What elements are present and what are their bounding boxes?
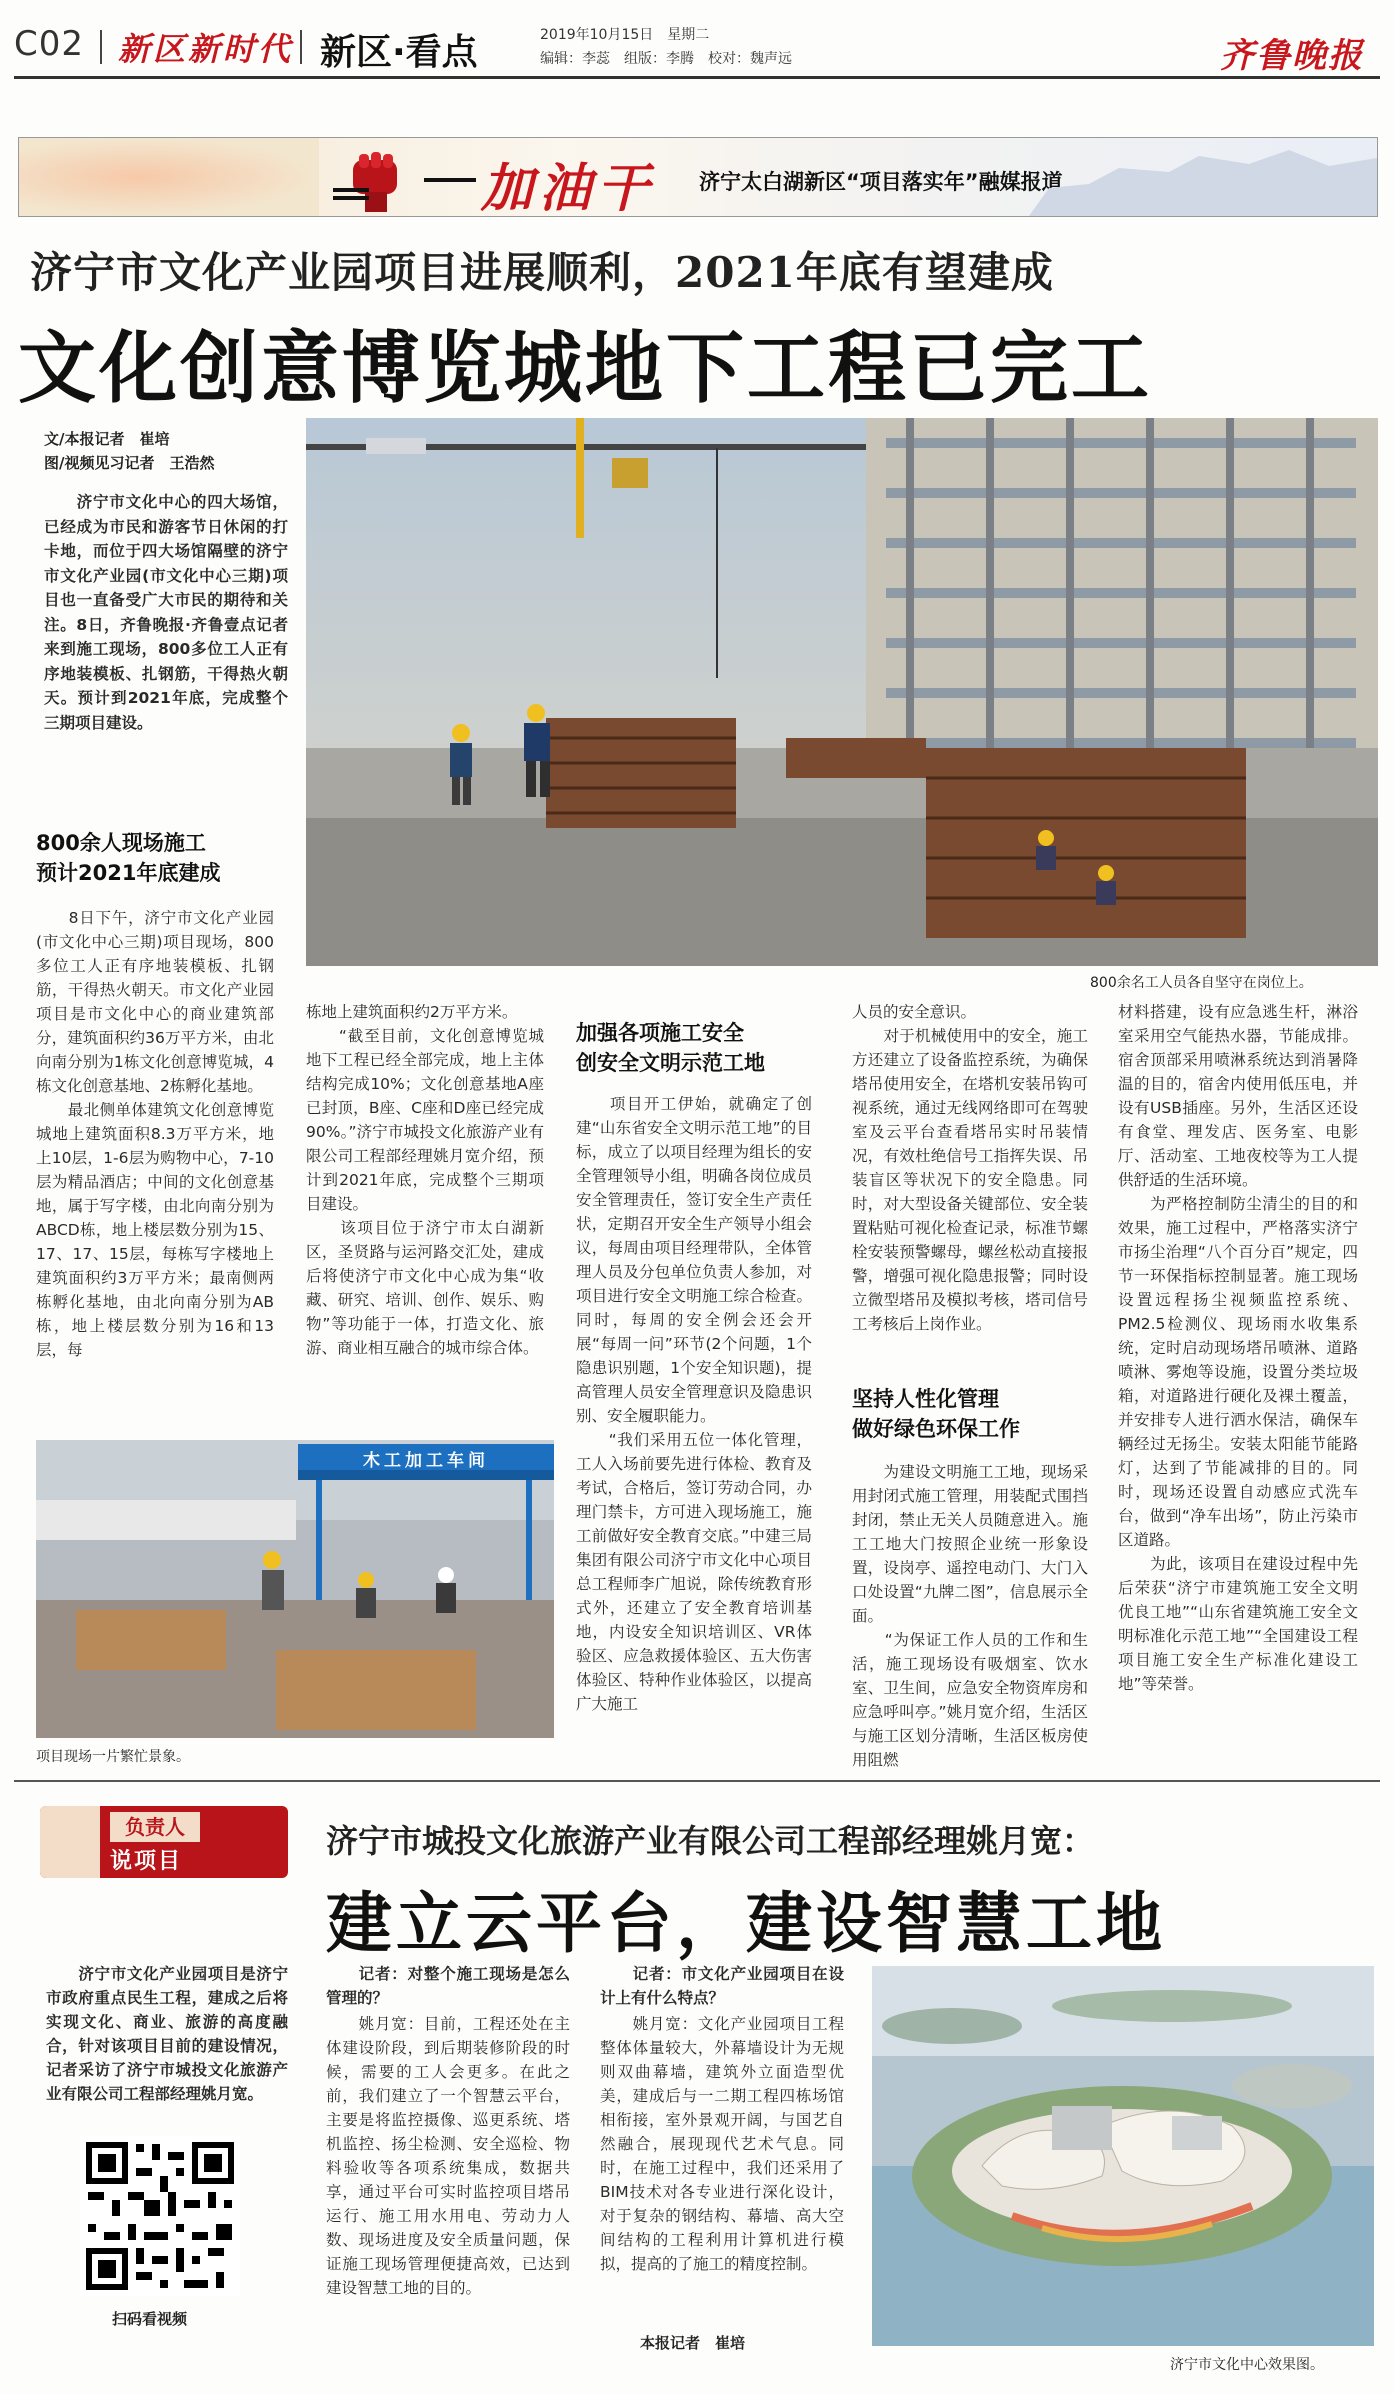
subhead-safety: 加强各项施工安全 创安全文明示范工地 bbox=[576, 1021, 765, 1075]
article1-column2: 栋地上建筑面积约2万平方米。 “截至目前，文化创意博览城地下工程已经全部完成，地上主体结构完成10%；文化创意基地A座已封顶，B座、C座和D座已经完成90%。”济宁市城投文化旅游产业有限公司工程部经理姚月宽介绍，预计到2021年底，完成整个三期项目建设。 该项目位于济宁市太白湖新区，圣贤路与运河路交汇处，建成后将使济宁市文化中心成为集“收藏、研究、培训、创作、娱乐、购物”等功能于一体，打造文化、旅游、商业相互融合的城市综合体。 bbox=[306, 1003, 544, 1357]
banner-slogan: 加油干 bbox=[481, 158, 656, 217]
answer2: 姚月宽：文化产业园项目工程整体体量较大，外幕墙设计为无规则双曲幕墙，建筑外立面造型优美，建成后与一二期工程四栋场馆相衔接，室外景观开阔，与国艺自然融合，展现现代艺术气息。同时，在施工过程中，我们还采用了BIM技术对各专业进行深化设计，对于复杂的钢结构、幕墙、高大空间结构的工程利用计算机进行模拟，提高的了施工的精度控制。 bbox=[600, 2015, 844, 2273]
workshop-sign: 木工加工车间 bbox=[363, 1451, 489, 1471]
badge-bottom-label: 说项目 bbox=[110, 1849, 183, 1874]
workshop-photo bbox=[36, 1440, 554, 1738]
article1-column4b: 为建设文明施工工地，现场采用封闭式施工管理，用装配式围挡封闭，禁止无关人员随意进入。施工工地大门按照企业统一形象设置，设岗亭、遥控电动门、大门入口处设置“九牌二图”，信息展示全面。 “为保证工作人员的工作和生活，施工现场设有吸烟室、饮水室、卫生间，应急安全物资库房和应急呼叫亭。”姚月宽介绍，生活区与施工区划分清晰，生活区板房使用阻燃 bbox=[852, 1463, 1088, 1769]
question2: 记者：市文化产业园项目在设计上有什么特点？ bbox=[600, 1965, 844, 2007]
construction-scene bbox=[306, 418, 1378, 966]
fist-icon bbox=[329, 142, 419, 214]
byline-photographer: 图/视频见习记者 王浩然 bbox=[44, 454, 215, 472]
article1-lead: 济宁市文化中心的四大场馆，已经成为市民和游客节日休闲的打卡地，而位于四大场馆隔壁的济宁市文化产业园(市文化中心三期)项目也一直备受广大市民的期待和关注。8日，齐鲁晚报·齐鲁壹点记者来到施工现场，800多位工人正有序地装模板、扎钢筋，干得热火朝天。预计到2021年底，完成整个三期项目建设。 bbox=[44, 493, 288, 732]
qr-caption: 扫码看视频 bbox=[112, 2310, 188, 2328]
article2-reporter: 本报记者 崔培 bbox=[640, 2334, 746, 2352]
byline-writer: 文/本报记者 崔培 bbox=[44, 430, 170, 448]
editor-credits: 编辑：李蕊 组版：李腾 校对：魏声远 bbox=[540, 51, 792, 67]
page-number: C02 bbox=[14, 24, 85, 64]
article1-column5: 材料搭建，设有应急逃生杆，淋浴室采用空气能热水器，节能成排。宿舍顶部采用喷淋系统达到消暑降温的目的，宿舍内使用低压电，并设有USB插座。另外，生活区还设有食堂、理发店、医务室、电影厅、活动室、工地夜校等为工人提供舒适的生活环境。 为严格控制防尘清尘的目的和效果，施工过程中，严格落实济宁市扬尘治理“八个百分百”规定，四节一环保指标控制显著。施工现场设置远程扬尘视频监控系统、PM2.5检测仪、现场雨水收集系统，定时启动现场塔吊喷淋、道路喷淋、雾炮等设施，设置分类垃圾箱，对道路进行硬化及裸土覆盖，并安排专人进行洒水保洁，确保车辆经过无扬尘。安装太阳能节能路灯，达到了节能减排的目的。同时，现场还设置自动感应式洗车台，做到“净车出场”，防止污染市区道路。 为此，该项目在建设过程中先后荣获“济宁市建筑施工安全文明优良工地”“山东省建筑施工安全文明标准化示范工地”“全国建设工程项目施工安全生产标准化建设工地”等荣誉。 bbox=[1118, 1003, 1358, 1693]
page-header bbox=[0, 0, 1394, 76]
cultural-center-rendering bbox=[872, 1966, 1374, 2346]
article1-column3: 项目开工伊始，就确定了创建“山东省安全文明示范工地”的目标，成立了以项目经理为组长的安全管理领导小组，明确各岗位成员安全管理责任，签订安全生产责任状，定期召开安全生产领导小组会议，每周由项目经理带队，全体管理人员及分包单位负责人参加，对项目进行安全文明施工综合检查。同时，每周的安全例会还会开展“每周一问”环节(2个问题，1个隐患识别题，1个安全知识题)，提高管理人员安全管理意识及隐患识别、安全履职能力。 “我们采用五位一体化管理，工人入场前要先进行体检、教育及考试，合格后，签订劳动合同，办理门禁卡，方可进入现场施工，施工前做好安全教育交底。”中建三局集团有限公司济宁市文化中心项目总工程师李广旭说，除传统教育形式外，还建立了安全教育培训基地，内设安全知识培训区、VR体验区、应急救援体验区、五大伤害体验区、特种作业体验区，以提高广大施工 bbox=[576, 1095, 812, 1713]
section-title: 新区·看点 bbox=[320, 32, 478, 73]
subhead-construction: 800余人现场施工 预计2021年底建成 bbox=[36, 831, 221, 885]
article2-headline: 建立云平台，建设智慧工地 bbox=[326, 1884, 1166, 1962]
banner-text: 济宁太白湖新区“项目落实年”融媒报道 bbox=[699, 170, 1063, 194]
article1-kicker: 济宁市文化产业园项目进展顺利，2021年底有望建成 bbox=[30, 248, 1054, 297]
photo2-caption: 项目现场一片繁忙景象。 bbox=[36, 1749, 190, 1765]
workshop-scene bbox=[36, 1440, 554, 1738]
answer1: 姚月宽：目前，工程还处在主体建设阶段，到后期装修阶段的时候，需要的工人会更多。在此之前，我们建立了一个智慧云平台，主要是将监控摄像、巡更系统、塔机监控、扬尘检测、安全巡检、物料验收等各项系统集成，数据共享，通过平台可实时监控项目塔吊运行、施工用水用电、劳动力人数、现场进度及安全质量问题，保证施工现场管理便捷高效，已达到建设智慧工地的目的。 bbox=[326, 2015, 570, 2297]
header-divider bbox=[300, 30, 302, 64]
issue-date: 2019年10月15日 星期二 bbox=[540, 27, 710, 43]
article2-kicker: 济宁市城投文化旅游产业有限公司工程部经理姚月宽： bbox=[326, 1822, 1095, 1860]
construction-photo bbox=[306, 418, 1378, 966]
badge-illustration bbox=[40, 1806, 100, 1878]
article2-intro: 济宁市文化产业园项目是济宁市政府重点民生工程，建成之后将实现文化、商业、旅游的高度融合，针对该项目目前的建设情况，记者采访了济宁市城投文化旅游产业有限公司工程部经理姚月宽。 bbox=[46, 1965, 288, 2103]
interview-badge bbox=[40, 1806, 288, 1878]
subhead-green: 坚持人性化管理 做好绿色环保工作 bbox=[852, 1387, 1020, 1441]
header-rule bbox=[14, 76, 1380, 79]
qr-code[interactable] bbox=[80, 2136, 240, 2296]
photo1-caption: 800余名工人员各自坚守在岗位上。 bbox=[1090, 975, 1313, 991]
article1-column1: 8日下午，济宁市文化产业园(市文化中心三期)项目现场，800多位工人正有序地装模板、扎钢筋，干得热火朝天。市文化产业园项目是市文化中心的商业建筑部分，建筑面积约36万平方米，由北向南分别为1栋文化创意博览城，4栋文化创意基地、2栋孵化基地。 最北侧单体建筑文化创意博览城地上建筑面积8.3万平方米，地上10层，1-6层为购物中心，7-10层为精品酒店；中间的文化创意基地，属于写字楼，由北向南分别为ABCD栋，地上楼层数分别为15、17、17、15层，每栋写字楼地上建筑面积约3万平方米；最南侧两栋孵化基地，由北向南分别为AB栋，地上楼层数分别为16和13层，每 bbox=[36, 909, 274, 1359]
rendering-caption: 济宁市文化中心效果图。 bbox=[1170, 2357, 1324, 2373]
badge-top-label: 负责人 bbox=[110, 1812, 200, 1842]
question1: 记者：对整个施工现场是怎么管理的？ bbox=[326, 1965, 570, 2007]
campaign-banner bbox=[18, 137, 1378, 217]
skyline-graphic bbox=[1029, 138, 1377, 216]
banner-glow bbox=[19, 138, 319, 216]
header-divider bbox=[100, 30, 102, 64]
banner-dash bbox=[424, 178, 476, 182]
article1-column4a: 人员的安全意识。 对于机械使用中的安全，施工方还建立了设备监控系统，为确保塔吊使用安全，在塔机安装吊钩可视系统，通过无线网络即可在驾驶室及云平台查看塔吊实时吊装情况，有效杜绝信号工指挥失误、吊装盲区等状况下的安全隐患。同时，对大型设备关键部位、安全装置粘贴可视化检查记录，标准节螺栓安装预警螺母，螺丝松动直接报警，增强可视化隐患报警；同时设立微型塔吊及模拟考核，塔司信号工考核后上岗作业。 bbox=[852, 1003, 1088, 1333]
section-separator bbox=[14, 1780, 1380, 1782]
newspaper-brand: 齐鲁晚报 bbox=[1220, 36, 1364, 76]
article1-headline: 文化创意博览城地下工程已完工 bbox=[18, 323, 1153, 414]
qr-code-icon bbox=[80, 2136, 240, 2296]
rendering-scene bbox=[872, 1966, 1374, 2346]
column-logo: 新区新时代 bbox=[118, 30, 294, 68]
